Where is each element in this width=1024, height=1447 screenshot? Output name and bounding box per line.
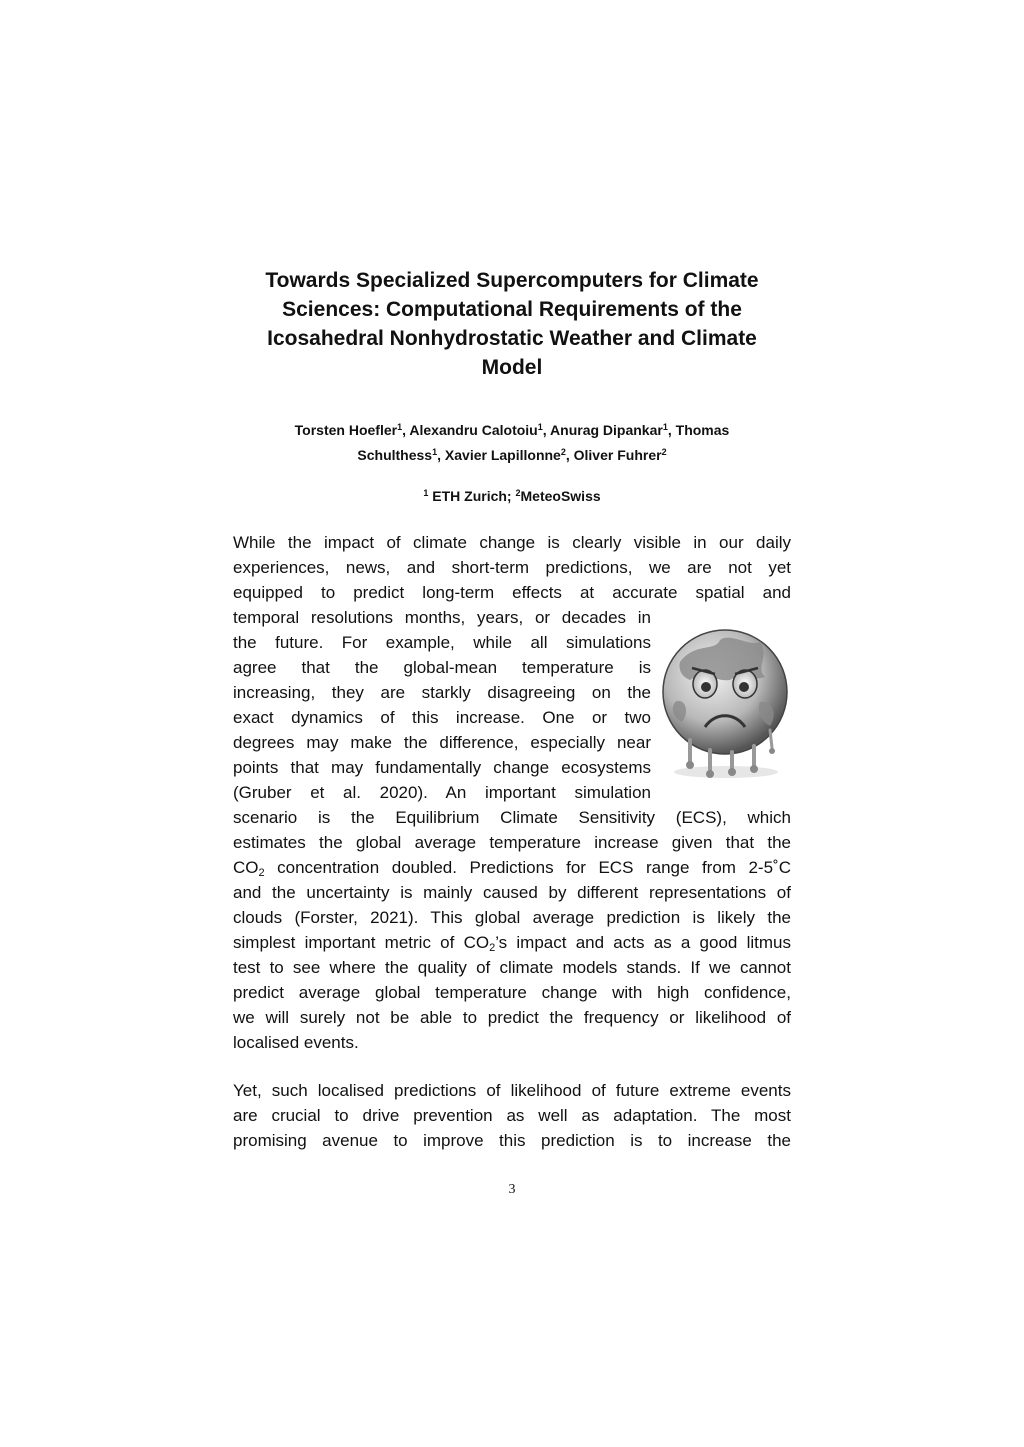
page-number: 3 <box>508 1182 516 1197</box>
author-list: Torsten Hoefler$^1$, Alexandru Calotoiu$^1$, Anurag Dipankar$^1$, Thomas Schulthess$^1$, Xavier Lapillonne$^2$, Oliver Fuhrer$^2$ <box>294 422 730 463</box>
text-line: promising avenue to improve this prediction is to increase the <box>233 1131 791 1150</box>
text-line: estimates the global average temperature increase given that the <box>233 833 791 852</box>
author-affiliation-mark: 1 <box>397 422 403 432</box>
paragraph-2 <box>233 1078 791 1153</box>
text-line: Yet, such localised predictions of likelihood of future extreme events <box>233 1081 791 1100</box>
text-line: simplest important metric of $CO_2’s$ impact and acts as a good litmus <box>233 933 791 954</box>
text-line: and the uncertainty is mainly caused by different representations of <box>233 883 791 902</box>
affiliation-name: MeteoSwiss <box>520 488 601 504</box>
author-name: Alexandru Calotoiu <box>409 422 538 438</box>
text-line: test to see where the quality of climate models stands. If we cannot <box>233 958 791 977</box>
text-line: we will surely not be able to predict the frequency or likelihood of <box>233 1008 791 1027</box>
affiliation-name: ETH Zurich <box>432 488 507 504</box>
text-line: While the impact of climate change is clearly visible in our daily <box>233 533 791 552</box>
text-line: temporal resolutions months, years, or decades in <box>233 608 651 627</box>
text-line: (Gruber et al. 2020). An important simulation <box>233 783 651 802</box>
text-line: localised events. <box>233 1033 359 1052</box>
paragraph-1 <box>233 530 791 1055</box>
author-affiliation-mark: 1 <box>662 422 668 432</box>
text-line: agree that the global-mean temperature is <box>233 658 651 677</box>
text-line: increasing, they are starkly disagreeing on the <box>233 683 651 702</box>
text-line: are crucial to drive prevention as well as adaptation. The most <box>233 1106 791 1125</box>
author-name: Oliver Fuhrer <box>573 447 662 463</box>
author-affiliation-mark: 2 <box>661 447 667 457</box>
title-line: Icosahedral Nonhydrostatic Weather and Climate <box>267 327 757 350</box>
text-line: exact dynamics of this increase. One or two <box>233 708 651 727</box>
author-name-part: Thomas <box>675 422 730 438</box>
title-line: Towards Specialized Supercomputers for Climate <box>265 269 759 292</box>
affiliation-number: 1 <box>423 488 429 498</box>
author-name: Torsten Hoefler <box>294 422 398 438</box>
text-line: scenario is the Equilibrium Climate Sensitivity (ECS), which <box>233 808 791 827</box>
title-line: Sciences: Computational Requirements of the <box>282 298 742 321</box>
author-name: Xavier Lapillonne <box>444 447 561 463</box>
title-line: Model <box>481 356 543 379</box>
author-affiliation-mark: 1 <box>432 447 438 457</box>
author-affiliation-mark: 2 <box>560 447 566 457</box>
author-affiliation-mark: 1 <box>537 422 543 432</box>
text-line: clouds (Forster, 2021). This global average prediction is likely the <box>233 908 791 927</box>
text-line: points that may fundamentally change ecosystems <box>233 758 651 777</box>
text-line: predict average global temperature change with high confidence, <box>233 983 791 1002</box>
text-line: the future. For example, while all simulations <box>233 633 651 652</box>
text-line: experiences, news, and short-term predictions, we are not yet <box>233 558 791 577</box>
author-name: Anurag Dipankar <box>550 422 663 438</box>
text-line: $CO_2$ concentration doubled. Predictions for ECS range from 2-5˚C <box>233 858 791 879</box>
text-line: equipped to predict long-term effects at accurate spatial and <box>233 583 791 602</box>
text-line: degrees may make the difference, especially near <box>233 733 651 752</box>
affiliation-number: 2 <box>515 488 521 498</box>
paper-title <box>200 266 824 382</box>
melting-sad-earth-illustration <box>660 622 790 782</box>
affiliations: $^1$ ETH Zurich; $^2$MeteoSwiss <box>423 488 601 504</box>
author-name-part: Schulthess <box>357 447 433 463</box>
